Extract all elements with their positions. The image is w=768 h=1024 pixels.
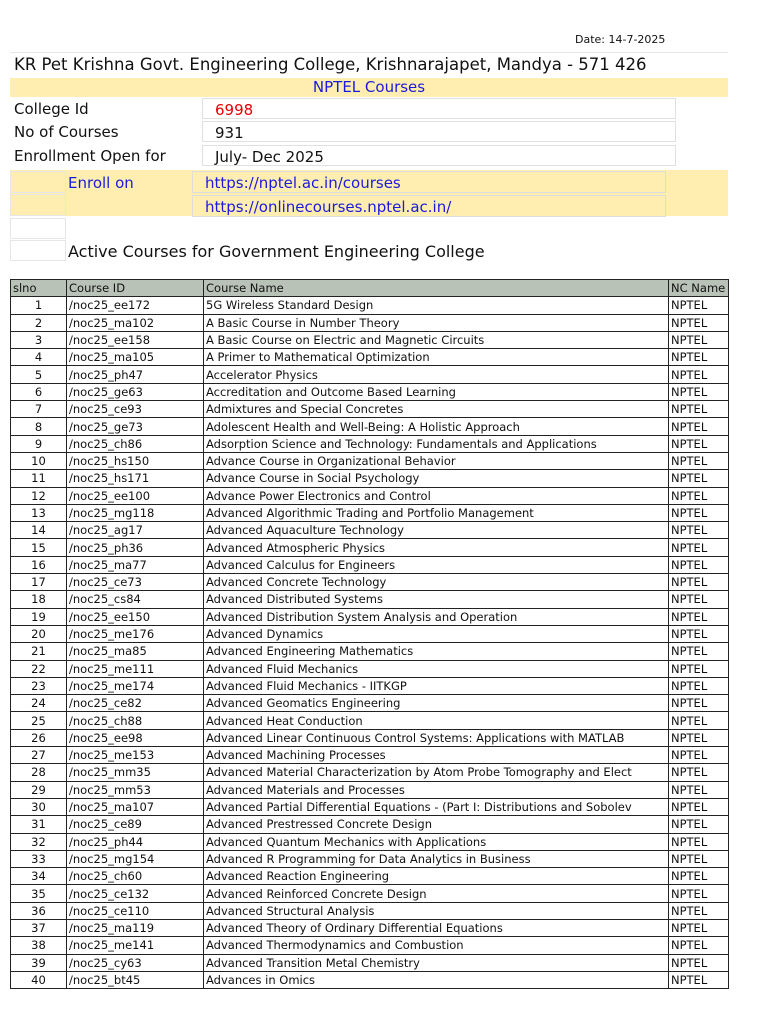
cell-nc-name: NPTEL xyxy=(669,349,729,366)
cell-course-name: Admixtures and Special Concretes xyxy=(204,401,669,418)
cell-nc-name: NPTEL xyxy=(669,868,729,885)
cell-course-name: Advance Course in Social Psychology xyxy=(204,470,669,487)
cell-course-id: /noc25_ce73 xyxy=(67,574,204,591)
nptel-courses-link[interactable]: https://nptel.ac.in/courses xyxy=(192,171,666,193)
cell-slno: 35 xyxy=(11,885,67,902)
cell-nc-name: NPTEL xyxy=(669,331,729,348)
cell-course-id: /noc25_ma102 xyxy=(67,314,204,331)
empty-cell xyxy=(10,194,66,216)
info-label: No of Courses xyxy=(14,123,119,141)
cell-course-id: /noc25_ag17 xyxy=(67,522,204,539)
table-row xyxy=(11,902,729,919)
cell-course-name: Advanced Partial Differential Equations - (Part I: Distributions and Sobolev xyxy=(204,798,669,815)
cell-slno: 38 xyxy=(11,937,67,954)
cell-nc-name: NPTEL xyxy=(669,729,729,746)
active-courses-title: Active Courses for Government Engineering College xyxy=(68,242,485,261)
cell-course-id: /noc25_me141 xyxy=(67,937,204,954)
table-row xyxy=(11,331,729,348)
cell-course-name: Advanced Dynamics xyxy=(204,625,669,642)
cell-nc-name: NPTEL xyxy=(669,764,729,781)
cell-nc-name: NPTEL xyxy=(669,798,729,815)
cell-course-id: /noc25_cy63 xyxy=(67,954,204,971)
enroll-label: Enroll on xyxy=(68,174,134,192)
cell-course-id: /noc25_ce110 xyxy=(67,902,204,919)
cell-course-name: Accelerator Physics xyxy=(204,366,669,383)
cell-course-id: /noc25_ee98 xyxy=(67,729,204,746)
cell-course-name: Advanced Linear Continuous Control Systems: Applications with MATLAB xyxy=(204,729,669,746)
cell-course-name: Advanced Distribution System Analysis and Operation xyxy=(204,608,669,625)
cell-slno: 14 xyxy=(11,522,67,539)
cell-course-name: Adolescent Health and Well-Being: A Holistic Approach xyxy=(204,418,669,435)
cell-course-name: Advanced Geomatics Engineering xyxy=(204,695,669,712)
cell-slno: 4 xyxy=(11,349,67,366)
table-row xyxy=(11,781,729,798)
cell-course-id: /noc25_ee150 xyxy=(67,608,204,625)
cell-course-id: /noc25_ch88 xyxy=(67,712,204,729)
cell-nc-name: NPTEL xyxy=(669,366,729,383)
cell-course-id: /noc25_me174 xyxy=(67,677,204,694)
cell-nc-name: NPTEL xyxy=(669,954,729,971)
table-row xyxy=(11,366,729,383)
table-row xyxy=(11,418,729,435)
cell-nc-name: NPTEL xyxy=(669,539,729,556)
cell-course-name: Advanced Fluid Mechanics - IITKGP xyxy=(204,677,669,694)
cell-slno: 23 xyxy=(11,677,67,694)
cell-course-id: /noc25_me111 xyxy=(67,660,204,677)
cell-slno: 10 xyxy=(11,452,67,469)
cell-nc-name: NPTEL xyxy=(669,418,729,435)
cell-course-id: /noc25_ph47 xyxy=(67,366,204,383)
cell-nc-name: NPTEL xyxy=(669,660,729,677)
cell-course-name: Advanced Transition Metal Chemistry xyxy=(204,954,669,971)
cell-course-id: /noc25_cs84 xyxy=(67,591,204,608)
cell-nc-name: NPTEL xyxy=(669,297,729,314)
cell-nc-name: NPTEL xyxy=(669,452,729,469)
cell-course-name: Advanced Algorithmic Trading and Portfolio Management xyxy=(204,504,669,521)
cell-slno: 24 xyxy=(11,695,67,712)
cell-course-id: /noc25_ch60 xyxy=(67,868,204,885)
table-row xyxy=(11,522,729,539)
cell-nc-name: NPTEL xyxy=(669,781,729,798)
cell-course-name: Advanced Prestressed Concrete Design xyxy=(204,816,669,833)
cell-slno: 2 xyxy=(11,314,67,331)
cell-slno: 8 xyxy=(11,418,67,435)
header-nc-name: NC Name xyxy=(669,280,729,297)
cell-slno: 9 xyxy=(11,435,67,452)
cell-slno: 3 xyxy=(11,331,67,348)
enrollment-value: July- Dec 2025 xyxy=(202,145,676,166)
empty-cell xyxy=(10,218,66,239)
table-row xyxy=(11,954,729,971)
cell-slno: 32 xyxy=(11,833,67,850)
cell-course-name: Advanced Material Characterization by Atom Probe Tomography and Elect xyxy=(204,764,669,781)
cell-course-name: A Basic Course in Number Theory xyxy=(204,314,669,331)
cell-slno: 36 xyxy=(11,902,67,919)
cell-course-id: /noc25_ma107 xyxy=(67,798,204,815)
table-row xyxy=(11,885,729,902)
cell-slno: 7 xyxy=(11,401,67,418)
cell-slno: 40 xyxy=(11,971,67,988)
cell-course-name: Advanced Materials and Processes xyxy=(204,781,669,798)
table-row xyxy=(11,470,729,487)
table-row xyxy=(11,764,729,781)
cell-slno: 6 xyxy=(11,383,67,400)
cell-course-name: Advanced Theory of Ordinary Differential Equations xyxy=(204,919,669,936)
cell-nc-name: NPTEL xyxy=(669,919,729,936)
cell-course-name: Advanced Aquaculture Technology xyxy=(204,522,669,539)
cell-slno: 25 xyxy=(11,712,67,729)
cell-nc-name: NPTEL xyxy=(669,677,729,694)
cell-nc-name: NPTEL xyxy=(669,591,729,608)
cell-nc-name: NPTEL xyxy=(669,971,729,988)
cell-slno: 20 xyxy=(11,625,67,642)
cell-course-id: /noc25_mm35 xyxy=(67,764,204,781)
cell-slno: 17 xyxy=(11,574,67,591)
empty-cell xyxy=(10,240,66,261)
document-date: Date: 14-7-2025 xyxy=(575,33,666,46)
cell-course-name: Advanced Atmospheric Physics xyxy=(204,539,669,556)
table-row xyxy=(11,349,729,366)
cell-course-id: /noc25_ce82 xyxy=(67,695,204,712)
cell-nc-name: NPTEL xyxy=(669,885,729,902)
cell-slno: 15 xyxy=(11,539,67,556)
cell-course-name: A Primer to Mathematical Optimization xyxy=(204,349,669,366)
cell-course-name: Advanced Engineering Mathematics xyxy=(204,643,669,660)
table-row xyxy=(11,677,729,694)
header-course-name: Course Name xyxy=(204,280,669,297)
cell-course-id: /noc25_ee158 xyxy=(67,331,204,348)
cell-course-id: /noc25_ce93 xyxy=(67,401,204,418)
cell-nc-name: NPTEL xyxy=(669,833,729,850)
cell-course-name: Advance Power Electronics and Control xyxy=(204,487,669,504)
cell-slno: 30 xyxy=(11,798,67,815)
cell-course-id: /noc25_ma105 xyxy=(67,349,204,366)
cell-slno: 26 xyxy=(11,729,67,746)
cell-nc-name: NPTEL xyxy=(669,314,729,331)
table-row xyxy=(11,660,729,677)
cell-course-name: Advanced Structural Analysis xyxy=(204,902,669,919)
cell-slno: 1 xyxy=(11,297,67,314)
cell-nc-name: NPTEL xyxy=(669,695,729,712)
cell-nc-name: NPTEL xyxy=(669,470,729,487)
cell-course-id: /noc25_ch86 xyxy=(67,435,204,452)
cell-course-name: Advanced Concrete Technology xyxy=(204,574,669,591)
cell-course-id: /noc25_ph36 xyxy=(67,539,204,556)
cell-nc-name: NPTEL xyxy=(669,625,729,642)
cell-course-name: Advanced Reinforced Concrete Design xyxy=(204,885,669,902)
cell-nc-name: NPTEL xyxy=(669,937,729,954)
cell-course-id: /noc25_mm53 xyxy=(67,781,204,798)
cell-nc-name: NPTEL xyxy=(669,643,729,660)
cell-course-id: /noc25_ma119 xyxy=(67,919,204,936)
cell-slno: 19 xyxy=(11,608,67,625)
table-row xyxy=(11,850,729,867)
table-row xyxy=(11,574,729,591)
cell-slno: 16 xyxy=(11,556,67,573)
cell-course-name: Advanced Quantum Mechanics with Applications xyxy=(204,833,669,850)
cell-course-name: Accreditation and Outcome Based Learning xyxy=(204,383,669,400)
info-label: Enrollment Open for xyxy=(14,147,166,165)
table-row xyxy=(11,798,729,815)
cell-nc-name: NPTEL xyxy=(669,435,729,452)
table-row xyxy=(11,487,729,504)
cell-nc-name: NPTEL xyxy=(669,747,729,764)
cell-course-name: Advance Course in Organizational Behavior xyxy=(204,452,669,469)
table-row xyxy=(11,556,729,573)
cell-slno: 13 xyxy=(11,504,67,521)
table-row xyxy=(11,452,729,469)
cell-course-id: /noc25_hs150 xyxy=(67,452,204,469)
table-row xyxy=(11,591,729,608)
table-row xyxy=(11,971,729,988)
num-courses-value: 931 xyxy=(202,121,676,142)
cell-course-id: /noc25_ph44 xyxy=(67,833,204,850)
cell-nc-name: NPTEL xyxy=(669,487,729,504)
cell-slno: 33 xyxy=(11,850,67,867)
table-row xyxy=(11,712,729,729)
table-row xyxy=(11,868,729,885)
cell-nc-name: NPTEL xyxy=(669,574,729,591)
cell-course-id: /noc25_ma85 xyxy=(67,643,204,660)
cell-course-name: A Basic Course on Electric and Magnetic Circuits xyxy=(204,331,669,348)
cell-course-name: Advanced Machining Processes xyxy=(204,747,669,764)
cell-course-id: /noc25_ge73 xyxy=(67,418,204,435)
header-course-id: Course ID xyxy=(67,280,204,297)
cell-slno: 5 xyxy=(11,366,67,383)
cell-course-id: /noc25_ee172 xyxy=(67,297,204,314)
college-id-value: 6998 xyxy=(202,98,676,119)
cell-course-id: /noc25_bt45 xyxy=(67,971,204,988)
table-row xyxy=(11,816,729,833)
table-header-row xyxy=(11,280,729,297)
table-row xyxy=(11,608,729,625)
table-row xyxy=(11,435,729,452)
cell-nc-name: NPTEL xyxy=(669,383,729,400)
college-name: KR Pet Krishna Govt. Engineering College, Krishnarajapet, Mandya - 571 426 xyxy=(10,52,728,76)
cell-slno: 31 xyxy=(11,816,67,833)
cell-nc-name: NPTEL xyxy=(669,902,729,919)
cell-nc-name: NPTEL xyxy=(669,504,729,521)
cell-slno: 28 xyxy=(11,764,67,781)
table-row xyxy=(11,539,729,556)
cell-course-name: Advanced R Programming for Data Analytics in Business xyxy=(204,850,669,867)
courses-table xyxy=(10,279,729,989)
cell-course-id: /noc25_mg118 xyxy=(67,504,204,521)
cell-course-name: Advanced Distributed Systems xyxy=(204,591,669,608)
cell-nc-name: NPTEL xyxy=(669,712,729,729)
cell-course-id: /noc25_ce89 xyxy=(67,816,204,833)
cell-course-id: /noc25_me176 xyxy=(67,625,204,642)
cell-course-id: /noc25_mg154 xyxy=(67,850,204,867)
header-slno: slno xyxy=(11,280,67,297)
cell-course-id: /noc25_ge63 xyxy=(67,383,204,400)
cell-slno: 21 xyxy=(11,643,67,660)
table-row xyxy=(11,937,729,954)
online-courses-link[interactable]: https://onlinecourses.nptel.ac.in/ xyxy=(192,195,666,217)
cell-course-id: /noc25_ee100 xyxy=(67,487,204,504)
cell-slno: 18 xyxy=(11,591,67,608)
section-title: NPTEL Courses xyxy=(10,78,728,97)
cell-nc-name: NPTEL xyxy=(669,401,729,418)
info-label: College Id xyxy=(14,100,89,118)
table-row xyxy=(11,401,729,418)
cell-nc-name: NPTEL xyxy=(669,556,729,573)
table-row xyxy=(11,504,729,521)
table-row xyxy=(11,297,729,314)
cell-slno: 29 xyxy=(11,781,67,798)
cell-slno: 22 xyxy=(11,660,67,677)
table-row xyxy=(11,643,729,660)
cell-course-name: Advanced Thermodynamics and Combustion xyxy=(204,937,669,954)
cell-course-name: 5G Wireless Standard Design xyxy=(204,297,669,314)
table-row xyxy=(11,919,729,936)
cell-nc-name: NPTEL xyxy=(669,522,729,539)
cell-course-name: Advanced Calculus for Engineers xyxy=(204,556,669,573)
cell-course-name: Advances in Omics xyxy=(204,971,669,988)
cell-slno: 34 xyxy=(11,868,67,885)
cell-slno: 27 xyxy=(11,747,67,764)
table-row xyxy=(11,729,729,746)
table-body xyxy=(11,297,729,989)
table-row xyxy=(11,747,729,764)
table-row xyxy=(11,833,729,850)
cell-course-id: /noc25_hs171 xyxy=(67,470,204,487)
cell-nc-name: NPTEL xyxy=(669,850,729,867)
cell-course-name: Adsorption Science and Technology: Fundamentals and Applications xyxy=(204,435,669,452)
cell-course-name: Advanced Heat Conduction xyxy=(204,712,669,729)
cell-nc-name: NPTEL xyxy=(669,816,729,833)
cell-slno: 11 xyxy=(11,470,67,487)
cell-course-name: Advanced Fluid Mechanics xyxy=(204,660,669,677)
cell-course-name: Advanced Reaction Engineering xyxy=(204,868,669,885)
table-row xyxy=(11,383,729,400)
table-row xyxy=(11,314,729,331)
table-row xyxy=(11,695,729,712)
cell-slno: 12 xyxy=(11,487,67,504)
cell-slno: 37 xyxy=(11,919,67,936)
cell-nc-name: NPTEL xyxy=(669,608,729,625)
cell-slno: 39 xyxy=(11,954,67,971)
cell-course-id: /noc25_ce132 xyxy=(67,885,204,902)
empty-cell xyxy=(10,171,66,193)
cell-course-id: /noc25_ma77 xyxy=(67,556,204,573)
cell-course-id: /noc25_me153 xyxy=(67,747,204,764)
table-row xyxy=(11,625,729,642)
